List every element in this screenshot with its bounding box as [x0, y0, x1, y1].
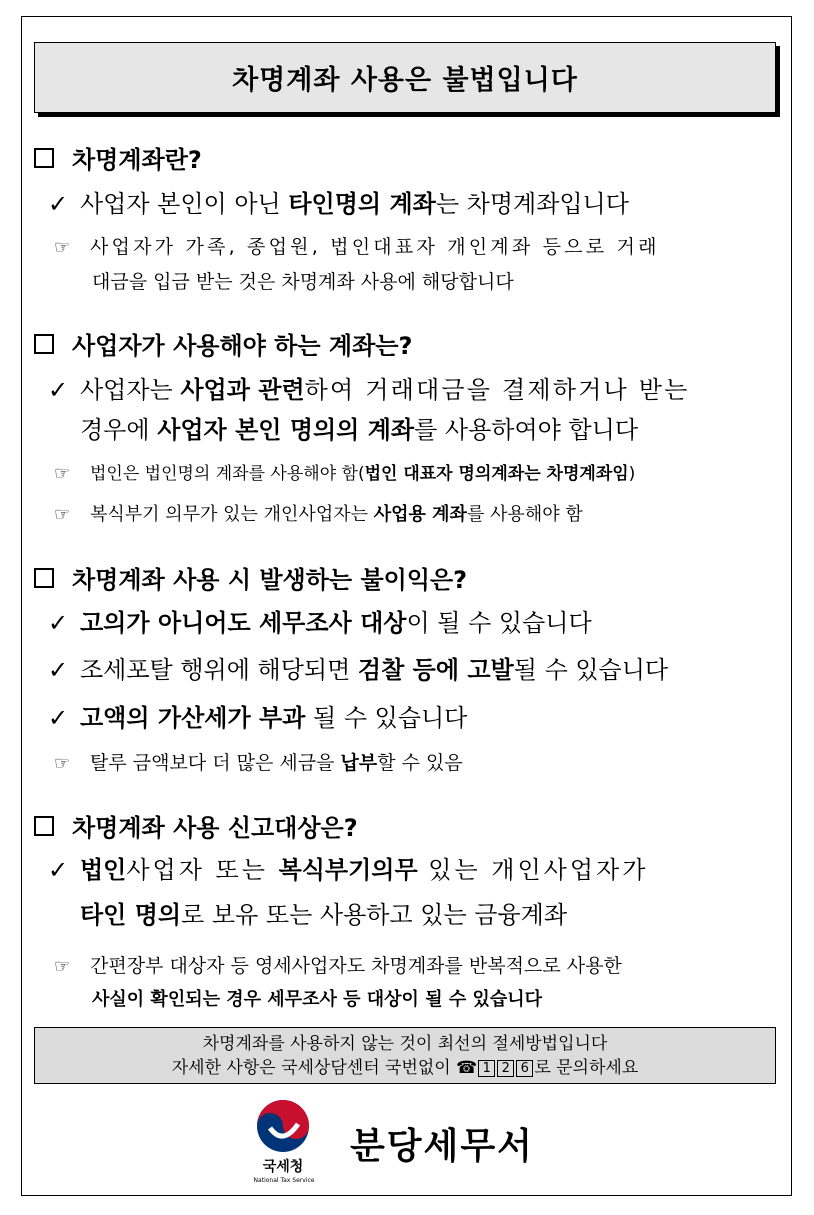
check-item: ✓ 고의가 아니어도 세무조사 대상이 될 수 있습니다	[48, 609, 592, 637]
check-item-line2: 타인 명의로 보유 또는 사용하고 있는 금융계좌	[80, 901, 567, 929]
footer-line-2: 자세한 사항은 국세상담센터 국번없이 ☎ 1 2 6 로 문의하세요	[171, 1057, 639, 1078]
pointing-hand-icon: ☞	[54, 237, 71, 258]
page-title: 차명계좌 사용은 불법입니다	[34, 42, 776, 113]
checkbox-square-icon	[34, 816, 54, 836]
footer-line-1: 차명계좌를 사용하지 않는 것이 최선의 절세방법입니다	[202, 1033, 608, 1054]
check-item: ✓ 법인사업자 또는 복식부기의무 있는 개인사업자가	[48, 856, 649, 884]
digit-box: 6	[516, 1060, 533, 1077]
footer-notice	[34, 1027, 776, 1084]
logo-korean-text: 국세청	[262, 1159, 304, 1175]
check-mark-icon: ✓	[48, 376, 69, 404]
note-item: ☞ 법인은 법인명의 계좌를 사용해야 함(법인 대표자 명의계좌는 차명계좌임)	[54, 463, 636, 484]
pointing-hand-icon: ☞	[54, 956, 71, 977]
checkbox-square-icon	[34, 148, 54, 168]
logo-english-text: National Tax Service	[253, 1177, 315, 1184]
digit-box: 1	[478, 1060, 495, 1077]
checkbox-square-icon	[34, 568, 54, 588]
note-item-line2: 대금을 입금 받는 것은 차명계좌 사용에 해당합니다	[92, 271, 514, 293]
office-name: 분당세무서	[350, 1126, 534, 1167]
check-item: ✓ 조세포탈 행위에 해당되면 검찰 등에 고발될 수 있습니다	[48, 656, 669, 684]
note-item: ☞ 복식부기 의무가 있는 개인사업자는 사업용 계좌를 사용해야 함	[54, 504, 583, 525]
digit-box: 2	[497, 1060, 514, 1077]
check-item-line2: 경우에 사업자 본인 명의의 계좌를 사용하여야 합니다	[80, 416, 639, 444]
check-mark-icon: ✓	[48, 656, 69, 684]
check-mark-icon: ✓	[48, 190, 69, 218]
check-mark-icon: ✓	[48, 856, 69, 884]
check-mark-icon: ✓	[48, 609, 69, 637]
note-item: ☞ 사업자가 가족, 종업원, 법인대표자 개인계좌 등으로 거래	[54, 236, 660, 258]
section-heading-3: 차명계좌 사용 시 발생하는 불이익은?	[34, 560, 467, 595]
section-heading-2: 사업자가 사용해야 하는 계좌는?	[34, 326, 412, 361]
note-item: ☞ 간편장부 대상자 등 영세사업자도 차명계좌를 반복적으로 사용한	[54, 955, 622, 977]
pointing-hand-icon: ☞	[54, 504, 71, 525]
pointing-hand-icon: ☞	[54, 753, 71, 774]
check-mark-icon: ✓	[48, 704, 69, 732]
pointing-hand-icon: ☞	[54, 463, 71, 484]
check-item: ✓ 사업자 본인이 아닌 타인명의 계좌는 차명계좌입니다	[48, 190, 629, 218]
section-heading-4: 차명계좌 사용 신고대상은?	[34, 808, 358, 843]
section-heading-1: 차명계좌란?	[34, 140, 202, 175]
note-item-line2: 사실이 확인되는 경우 세무조사 등 대상이 될 수 있습니다	[92, 989, 543, 1010]
phone-icon: ☎	[456, 1057, 478, 1078]
checkbox-square-icon	[34, 334, 54, 354]
check-item: ✓ 고액의 가산세가 부과 될 수 있습니다	[48, 704, 468, 732]
nts-logo-icon	[250, 1098, 316, 1158]
check-item: ✓ 사업자는 사업과 관련하여 거래대금을 결제하거나 받는	[48, 376, 690, 404]
note-item: ☞ 탈루 금액보다 더 많은 세금을 납부할 수 있음	[54, 752, 463, 774]
